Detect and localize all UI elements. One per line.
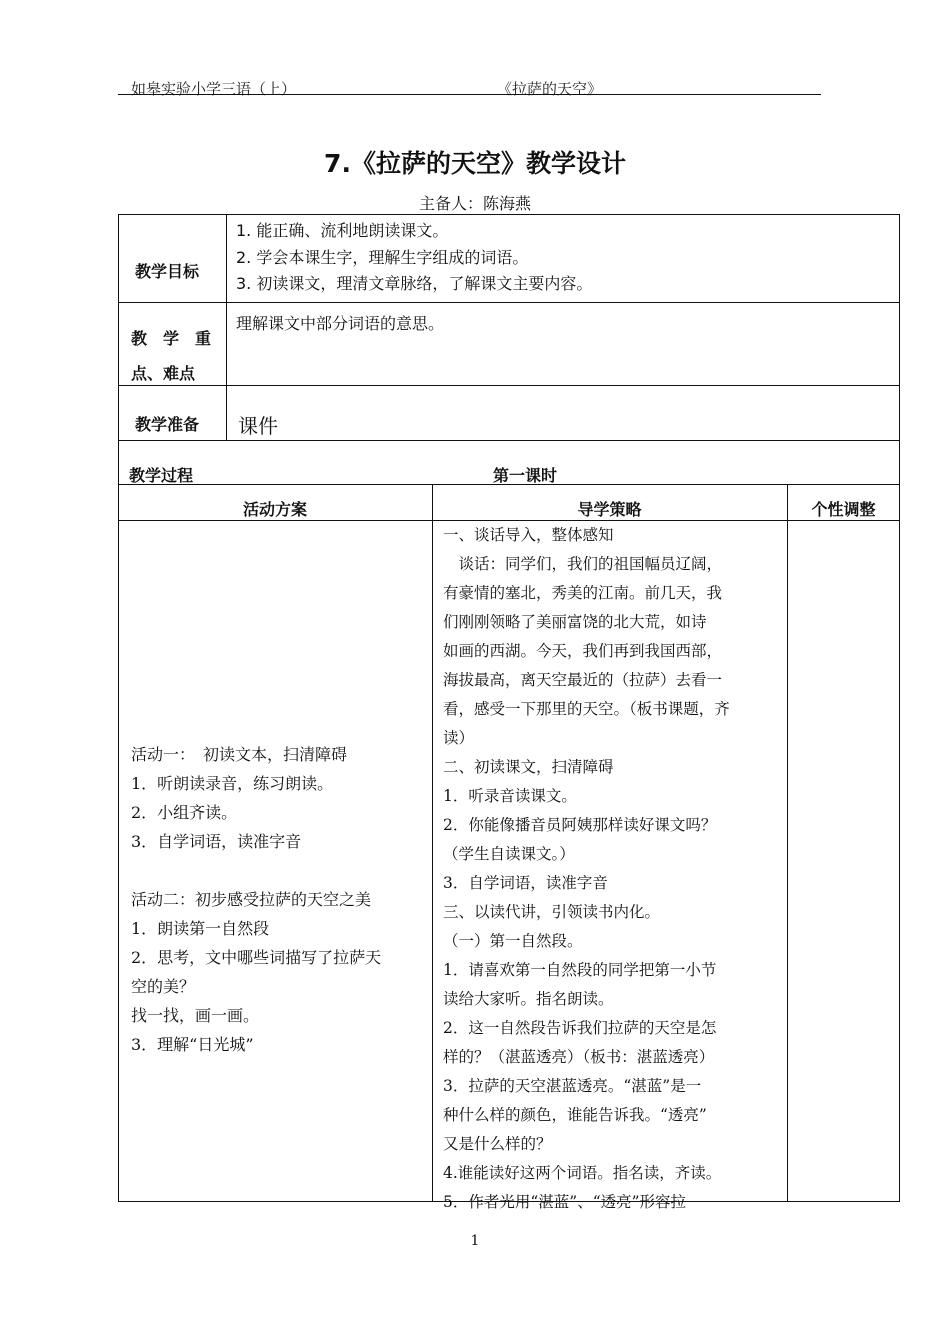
strategy-line: 种什么样的颜色，谁能告诉我。“透亮” (443, 1106, 707, 1124)
strategy-list (443, 521, 730, 1217)
activities-list (131, 740, 381, 1059)
activity-line: 1．听朗读录音，练习朗读。 (131, 774, 334, 793)
strategy-line: 三、以读代讲，引领读书内化。 (443, 903, 661, 921)
strategy-line: 样的？（湛蓝透亮）（板书：湛蓝透亮） (443, 1048, 715, 1066)
header-rule (118, 94, 821, 95)
prep-label: 教学准备 (135, 415, 200, 434)
prep-text: 课件 (238, 414, 278, 438)
goals-list (236, 218, 592, 298)
strategy-line: 5．作者光用“湛蓝”、“透亮”形容拉 (443, 1193, 687, 1211)
goals-label: 教学目标 (135, 262, 200, 281)
activity-line: 1．朗读第一自然段 (131, 919, 270, 938)
goal-item: 3. 初读课文，理清文章脉络，了解课文主要内容。 (236, 274, 593, 293)
header-left: 如皋实验小学三语（上） (131, 80, 297, 98)
strategy-line: 读给大家听。指名朗读。 (443, 990, 614, 1008)
col-divider (226, 214, 227, 440)
activity-line: 3．自学词语，读准字音 (131, 832, 302, 851)
strategy-line: 二、初读课文，扫清障碍 (443, 758, 614, 776)
strategy-line: 2．你能像播音员阿姨那样读好课文吗？ (443, 816, 717, 834)
row-divider (118, 440, 900, 441)
col-header-strategy: 导学策略 (577, 500, 642, 519)
activity-line: 3．理解“日光城” (131, 1035, 254, 1054)
strategy-line: 3．自学词语，读准字音 (443, 874, 608, 892)
strategy-line: 一、谈话导入，整体感知 (443, 526, 614, 544)
row-divider (118, 302, 900, 303)
page-number: 1 (470, 1233, 480, 1249)
goal-item: 1. 能正确、流利地朗读课文。 (236, 221, 449, 240)
strategy-line: 谈话：同学们，我们的祖国幅员辽阔， (443, 555, 723, 573)
strategy-line: 海拔最高，离天空最近的（拉萨）去看一 (443, 671, 723, 689)
activity-line: 空的美？ (131, 977, 196, 996)
strategy-line: 有豪情的塞北，秀美的江南。前几天，我 (443, 584, 723, 602)
strategy-line: （学生自读课文。） (443, 845, 575, 863)
activity-line: 2．小组齐读。 (131, 803, 238, 822)
col-divider (432, 484, 433, 1202)
strategy-line: 2．这一自然段告诉我们拉萨的天空是怎 (443, 1019, 717, 1037)
activity-line (131, 856, 381, 885)
col-header-adjustment: 个性调整 (811, 500, 876, 519)
keypoints-label-line2: 点、难点 (131, 364, 196, 383)
activity-line: 找一找，画一画。 (131, 1006, 260, 1025)
strategy-line: 读） (443, 729, 475, 747)
strategy-line: 1．听录音读课文。 (443, 787, 577, 805)
activity-line: 活动二：初步感受拉萨的天空之美 (131, 890, 372, 909)
strategy-line: （一）第一自然段。 (443, 932, 583, 950)
strategy-line: 3．拉萨的天空湛蓝透亮。“湛蓝”是一 (443, 1077, 702, 1095)
col-divider (787, 484, 788, 1202)
keypoints-text: 理解课文中部分词语的意思。 (236, 314, 445, 333)
col-header-activities: 活动方案 (242, 500, 307, 519)
strategy-line: 看，感受一下那里的天空。（板书课题，齐 (443, 700, 730, 718)
strategy-line: 1．请喜欢第一自然段的同学把第一小节 (443, 961, 717, 979)
activity-line: 活动一： 初读文本，扫清障碍 (131, 745, 348, 764)
row-divider (118, 385, 900, 386)
strategy-line: 如画的西湖。今天，我们再到我国西部， (443, 642, 723, 660)
activity-line: 2．思考，文中哪些词描写了拉萨天 (131, 948, 382, 967)
process-label: 教学过程 (129, 466, 194, 485)
goal-item: 2. 学会本课生字，理解生字组成的词语。 (236, 247, 529, 267)
page-title: 7.《拉萨的天空》教学设计 (324, 149, 626, 178)
strategy-line: 4.谁能读好这两个词语。指名读，齐读。 (443, 1164, 722, 1182)
header-center: 《拉萨的天空》 (497, 80, 603, 98)
preparer: 主备人：陈海燕 (418, 194, 531, 213)
strategy-line: 又是什么样的？ (443, 1135, 552, 1153)
keypoints-label-line1: 教 学 重 (131, 329, 212, 348)
lesson-label: 第一课时 (493, 466, 558, 485)
strategy-line: 们刚刚领略了美丽富饶的北大荒，如诗 (443, 613, 707, 631)
